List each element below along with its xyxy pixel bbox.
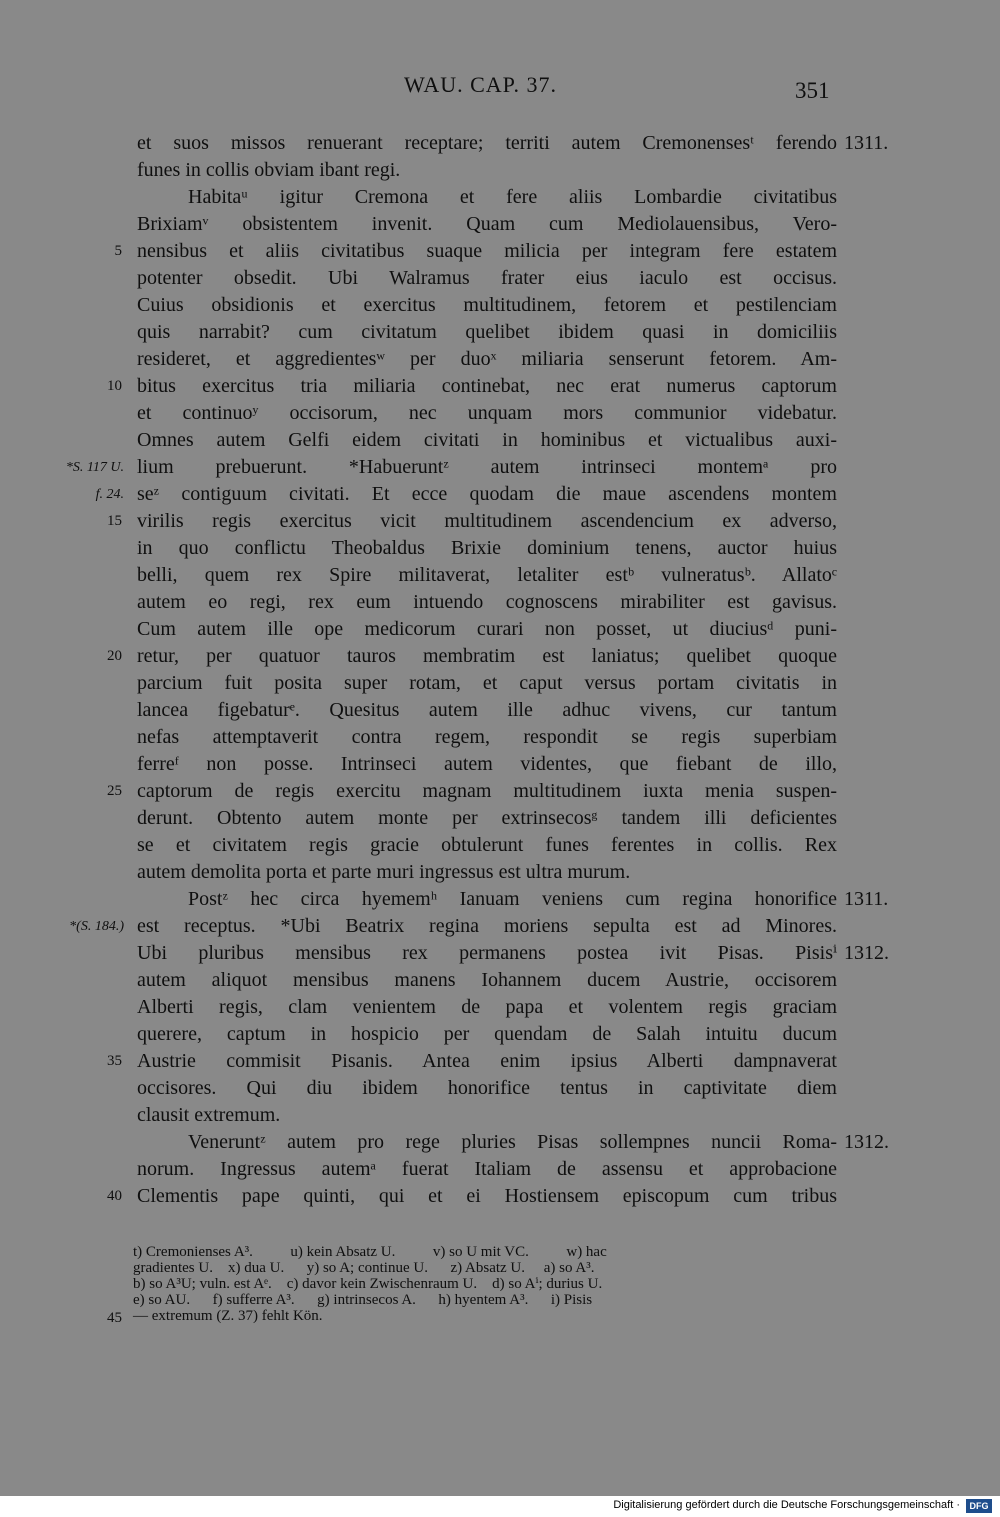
text-line: norum. Ingressus autemᵃ fuerat Italiam de assensu et approbacione [137, 1158, 837, 1180]
text-line: Ubi pluribus mensibus rex permanens postea ivit Pisas. Pisisⁱ [137, 942, 837, 964]
page-number: 351 [795, 78, 830, 103]
text-line: potenter obsedit. Ubi Walramus frater eius iaculo est occisus. [137, 267, 837, 289]
text-line: derunt. Obtento autem monte per extrinsecosᵍ tandem illi deficientes [137, 807, 837, 829]
footnote-line: gradientes U. x) dua U. y) so A; continue U. z) Absatz U. a) so A³. [133, 1260, 595, 1276]
margin-year: 1311. [844, 132, 889, 154]
text-line: Cum autem ille ope medicorum curari non posset, ut diuciusᵈ puni- [137, 618, 837, 640]
text-line: et continuoʸ occisorum, nec unquam mors communior videbatur. [137, 402, 837, 424]
line-number: 35 [107, 1053, 122, 1069]
footnote-line-number: 45 [107, 1310, 122, 1326]
text-line: Cuius obsidionis et exercitus multitudinem, fetorem et pestilenciam [137, 294, 837, 316]
text-line: lancea figebaturᵉ. Quesitus autem ille adhuc vivens, cur tantum [137, 699, 837, 721]
text-line: virilis regis exercitus vicit multitudinem ascendencium ex adverso, [137, 510, 837, 532]
text-line: et suos missos renuerant receptare; territi autem Cremonensesᵗ ferendo [137, 132, 837, 154]
page-header [0, 72, 1000, 112]
line-number: 5 [114, 243, 122, 259]
text-line: Veneruntᶻ autem pro rege pluries Pisas sollempnes nuncii Roma- [188, 1131, 837, 1153]
running-title: WAU. CAP. 37. [404, 72, 557, 97]
text-line: querere, captum in hospicio per quendam de Salah intuitu ducum [137, 1023, 837, 1045]
text-line: funes in collis obviam ibant regi. [137, 159, 401, 181]
text-line: captorum de regis exercitu magnam multitudinem iuxta menia suspen- [137, 780, 837, 802]
text-line: Brixiamᵛ obsistentem invenit. Quam cum Mediolauensibus, Vero- [137, 213, 837, 235]
text-line: Habitaᵘ igitur Cremona et fere aliis Lombardie civitatibus [188, 186, 837, 208]
footnote-line: e) so AU. f) sufferre A³. g) intrinsecos A. h) hyentem A³. i) Pisis [133, 1292, 593, 1308]
digitization-credit-bar [0, 1496, 1000, 1517]
margin-reference: f. 24. [95, 487, 124, 502]
text-line: Austrie commisit Pisanis. Antea enim ipsius Alberti dampnaverat [137, 1050, 837, 1072]
text-line: autem eo regi, rex eum intuendo cognoscens mirabiliter est gavisus. [137, 591, 837, 613]
text-line: belli, quem rex Spire militaverat, letaliter estᵇ vulneratusᵇ. Allatoᶜ [137, 564, 837, 586]
text-line: nensibus et aliis civitatibus suaque milicia per integram fere estatem [137, 240, 837, 262]
text-line: nefas attemptaverit contra regem, respondit se regis superbiam [137, 726, 837, 748]
digitization-credit: Digitalisierung gefördert durch die Deutsche Forschungsgemeinschaft · [613, 1499, 960, 1511]
dfg-logo-icon: DFG [966, 1499, 992, 1513]
text-line: resideret, et aggredientesʷ per duoˣ miliaria senserunt fetorem. Am- [137, 348, 837, 370]
line-number: 10 [107, 378, 122, 394]
margin-reference: *S. 117 U. [65, 460, 124, 475]
text-line: lium prebuerunt. *Habueruntᶻ autem intrinseci montemᵃ pro [137, 456, 837, 478]
text-line: Clementis pape quinti, qui et ei Hostiensem episcopum cum tribus [137, 1185, 837, 1207]
text-line: autem aliquot mensibus manens Iohannem ducem Austrie, occisorem [137, 969, 837, 991]
text-line: parcium fuit posita super rotam, et caput versus portam civitatis in [137, 672, 837, 694]
text-line: autem demolita porta et parte muri ingressus est ultra murum. [137, 861, 631, 883]
text-line: quis narrabit? cum civitatum quelibet ibidem quasi in domiciliis [137, 321, 837, 343]
margin-year: 1312. [844, 942, 889, 964]
line-number: 20 [107, 648, 122, 664]
text-line: Postᶻ hec circa hyememʰ Ianuam veniens cum regina honorifice [188, 888, 837, 910]
text-line: seᶻ contiguum civitati. Et ecce quodam die maue ascendens montem [137, 483, 837, 505]
footnote-line: b) so A³U; vuln. est Aᵉ. c) davor kein Zwischenraum U. d) so Aⁱ; durius U. [133, 1276, 603, 1292]
text-line: se et civitatem regis gracie obtulerunt funes ferentes in collis. Rex [137, 834, 837, 856]
text-line: Omnes autem Gelfi eidem civitati in hominibus et victualibus auxi- [137, 429, 837, 451]
text-line: ferreᶠ non posse. Intrinseci autem videntes, que fiebant de illo, [137, 753, 837, 775]
footnotes [133, 1244, 833, 1324]
text-line: in quo conflictu Theobaldus Brixie dominium tenens, auctor huius [137, 537, 837, 559]
line-number: 40 [107, 1188, 122, 1204]
line-number: 15 [107, 513, 122, 529]
margin-year: 1311. [844, 888, 889, 910]
text-line: est receptus. *Ubi Beatrix regina moriens sepulta est ad Minores. [137, 915, 837, 937]
text-line: occisores. Qui diu ibidem honorifice tentus in captivitate diem [137, 1077, 837, 1099]
text-line: clausit extremum. [137, 1104, 281, 1126]
margin-year: 1312. [844, 1131, 889, 1153]
footnote-line: t) Cremonienses A³. u) kein Absatz U. v) so U mit VC. w) hac [133, 1244, 607, 1260]
footnote-line: — extremum (Z. 37) fehlt Kön. [133, 1308, 323, 1324]
line-number: 25 [107, 783, 122, 799]
margin-reference: *(S. 184.) [69, 919, 124, 934]
text-line: bitus exercitus tria miliaria continebat, nec erat numerus captorum [137, 375, 837, 397]
text-line: retur, per quatuor tauros membratim est laniatus; quelibet quoque [137, 645, 837, 667]
text-line: Alberti regis, clam venientem de papa et volentem regis graciam [137, 996, 837, 1018]
